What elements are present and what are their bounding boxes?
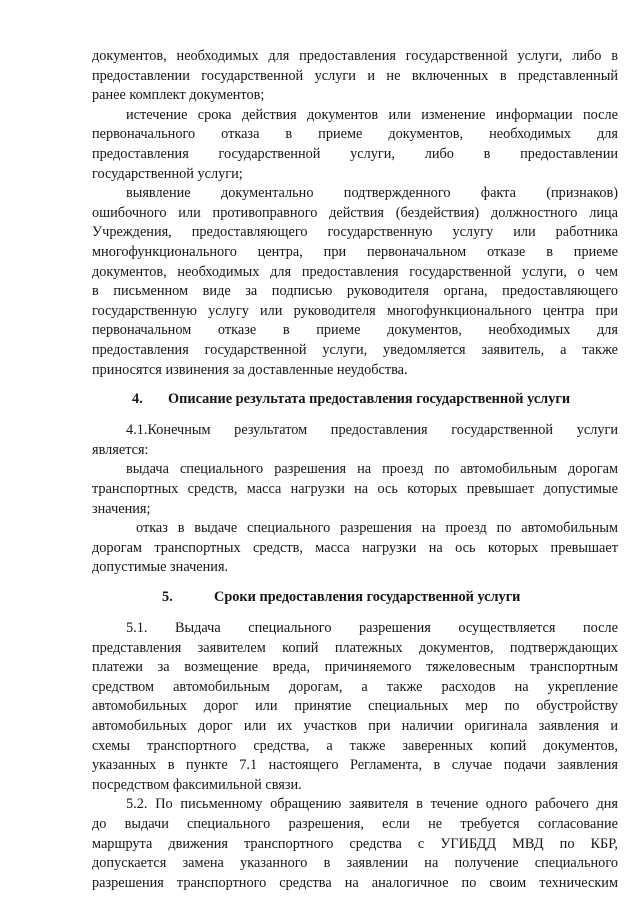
text-line: средством автомобильным дорогам, а также расходов на укрепление	[92, 678, 618, 695]
text-line: истечение срока действия документов или изменение информации после	[126, 106, 618, 123]
text-line: автомобильных дорог или принятие специальных мер по обустройству	[92, 698, 618, 715]
text-line: документов, необходимых для предоставления государственной услуги, о чем	[92, 263, 618, 280]
text-line: в письменном виде за подписью руководителя органа, предоставляющего	[92, 283, 618, 300]
text-line: отказ в выдаче специального разрешения на проезд по автомобильным	[136, 520, 618, 537]
text-line: выявление документально подтвержденного факта (признаков)	[126, 185, 618, 202]
text-line: 5.1. Выдача специального разрешения осуществляется после	[126, 620, 618, 636]
text-line: разрешения транспортного средства на аналогичное по своим техническим	[92, 874, 618, 891]
section-number: 5.	[162, 589, 173, 605]
text-line: 4.1.Конечным результатом предоставления государственной услуги	[126, 422, 618, 439]
text-line: значения;	[92, 500, 151, 517]
text-line: платежи за возмещение вреда, причиняемого тяжеловесным транспортным	[92, 659, 618, 676]
section-number: 4.	[132, 391, 143, 408]
text-line: допустимые значения.	[92, 559, 229, 576]
text-line: указанных в пункте 7.1 настоящего Регламента, в случае подачи заявления	[92, 757, 618, 774]
text-line: дорогам транспортных средств, масса нагрузки на ось которых превышает	[92, 539, 618, 556]
text-line: является:	[92, 441, 149, 458]
text-line: схемы транспортного средства, а также заверенных копий документов,	[92, 737, 618, 754]
text-line: транспортных средств, масса нагрузки на ось которых превышает допустимые	[92, 481, 618, 497]
text-line: предоставления государственной услуги, уведомляется заявитель, а также	[92, 342, 618, 358]
text-line: документов, необходимых для предоставления государственной услуги, либо в	[92, 48, 618, 64]
text-line: государственную услугу или руководителя многофункционального центра при	[92, 302, 618, 319]
text-line: приносятся извинения за доставленные неудобства.	[92, 361, 408, 378]
text-line: представления заявителем копий платежных документов, подтверждающих	[92, 639, 618, 656]
text-line: первоначального отказа в приеме документов, необходимых для	[92, 126, 618, 143]
text-line: государственной услуги;	[92, 165, 243, 182]
text-line: посредством факсимильной связи.	[92, 776, 302, 793]
section-heading: Сроки предоставления государственной услуги	[214, 589, 521, 605]
text-line: автомобильных дорог или их участков при наличии оригинала заявления и	[92, 718, 618, 734]
text-line: предоставлении государственной услуги и не включенных в представленный	[92, 67, 618, 84]
text-line: ошибочного или противоправного действия (бездействия) должностного лица	[92, 204, 618, 221]
text-line: ранее комплект документов;	[92, 87, 265, 104]
text-line: до выдачи специального разрешения, если не требуется согласование	[92, 816, 618, 832]
text-line: маршрута движения транспортного средства с УГИБДД МВД по КБР,	[92, 835, 618, 852]
text-line: предоставления государственной услуги, либо в предоставлении	[92, 146, 618, 162]
section-heading: Описание результата предоставления государственной услуги	[168, 391, 571, 408]
text-line: многофункционального центра, при первоначальном отказе в приеме	[92, 244, 618, 260]
text-line: выдача специального разрешения на проезд по автомобильным дорогам	[126, 461, 618, 478]
text-line: допускается замена указанного в заявлении на получение специального	[92, 855, 618, 872]
text-line: первоначальном отказе в приеме документов, необходимых для	[92, 322, 618, 339]
text-line: 5.2. По письменному обращению заявителя в течение одного рабочего дня	[126, 796, 618, 813]
text-line: Учреждения, предоставляющего государственную услугу или работника	[92, 224, 618, 241]
